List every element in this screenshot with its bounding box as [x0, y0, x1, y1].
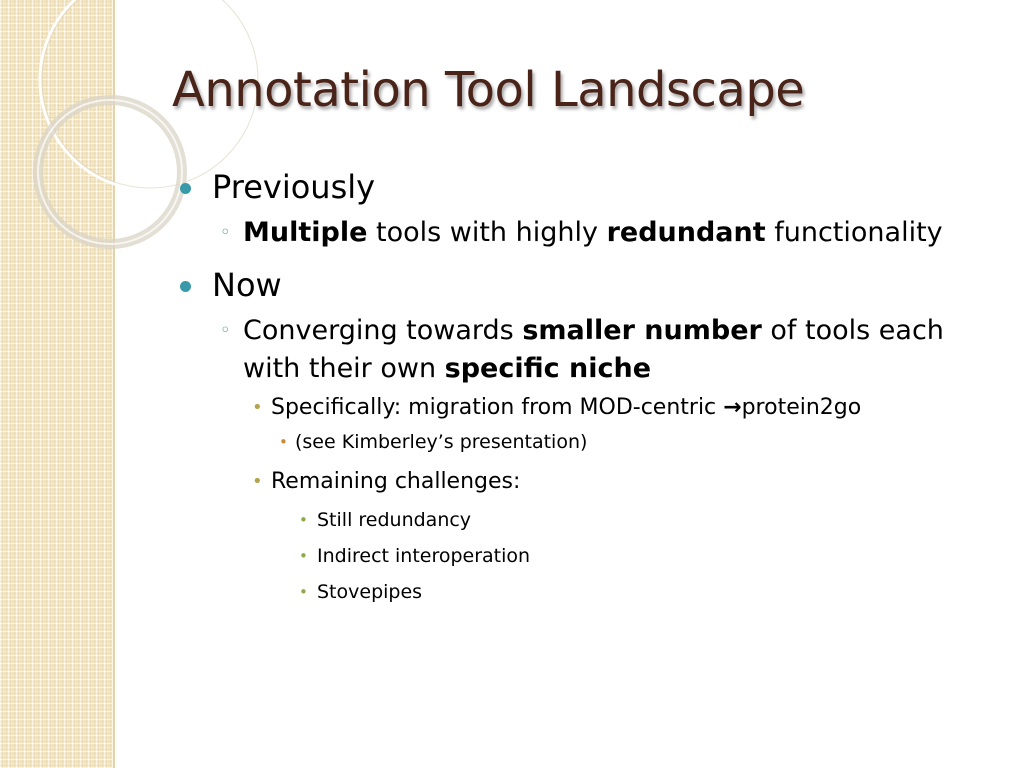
bullet-dot-icon: [180, 183, 191, 194]
bullet-converging: [180, 312, 980, 388]
text-redundant: redundant: [606, 217, 766, 248]
bullet-dot-icon: [180, 281, 191, 292]
bullet-tiny-dot-icon: •: [299, 511, 308, 529]
bullet-tiny-dot-icon: •: [299, 583, 308, 601]
bullet-now-text: Now: [212, 266, 282, 304]
bullet-challenge-item: [180, 542, 980, 570]
text-challenge-item: Still redundancy: [317, 509, 472, 531]
bullet-ring-icon: ◦: [220, 222, 231, 243]
text-smaller-number: smaller number: [522, 315, 762, 346]
text-specifically: Specifically: migration from MOD-centric: [271, 395, 724, 420]
bullet-tiny-dot-icon: •: [299, 547, 308, 565]
bullet-now: [180, 266, 980, 304]
bullet-ring-icon: ◦: [220, 320, 231, 341]
text-protein2go: protein2go: [741, 395, 862, 420]
right-arrow-icon: →: [723, 395, 742, 420]
bullet-previously-text: Previously: [212, 168, 376, 206]
decorative-side-strip: [0, 0, 113, 768]
text-multiple: Multiple: [243, 217, 368, 248]
text-kimberley: (see Kimberley’s presentation): [295, 431, 588, 453]
bullet-list: [180, 168, 980, 606]
bullet-challenge-item: [180, 506, 980, 534]
text-challenge-item: Stovepipes: [317, 581, 423, 603]
text-specific-niche: specific niche: [444, 353, 652, 384]
text-challenge-item: Indirect interoperation: [317, 545, 531, 567]
bullet-multiple-tools: [180, 214, 980, 252]
text-converging: Converging towards: [243, 315, 523, 346]
bullet-tiny-dot-icon: •: [279, 433, 288, 451]
bullet-small-dot-icon: •: [252, 397, 263, 418]
bullet-kimberley: [180, 428, 980, 456]
text-functionality: functionality: [765, 217, 943, 248]
text-of-tools: of tools each with their own: [243, 315, 944, 384]
slide-title: Annotation Tool Landscape: [172, 62, 805, 118]
bullet-specifically: [180, 392, 980, 424]
text-remaining-challenges: Remaining challenges:: [271, 469, 521, 494]
bullet-challenge-item: [180, 578, 980, 606]
bullet-remaining-challenges: [180, 466, 980, 498]
bullet-previously: [180, 168, 980, 206]
bullet-small-dot-icon: •: [252, 471, 263, 492]
text-tools-highly: tools with highly: [367, 217, 607, 248]
side-strip-edge: [113, 0, 115, 768]
